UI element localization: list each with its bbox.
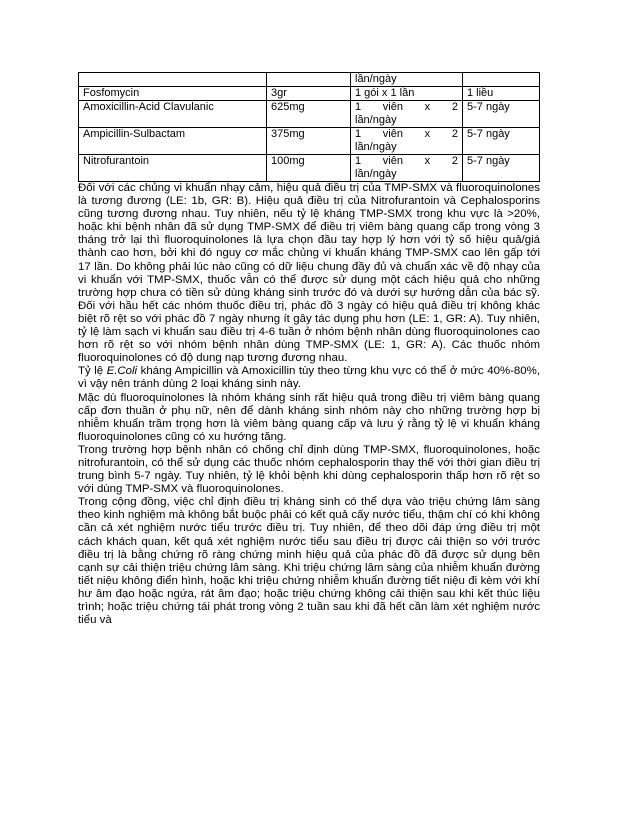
paragraph-treatment-efficacy: Đối với các chủng vi khuẩn nhạy cảm, hiệu quả điều trị của TMP-SMX và fluoroquinolones là tương đương (LE: 1b, GR: B). Hiệu quả điều trị của Nitrofurantoin và Cephalosporins cũng tương đương nhau. Tuy nhiên, nếu tỷ lệ kháng TMP-SMX trong khu vực là >20%, hoặc khi bệnh nhân đã sử dụng TMP-SMX để điều trị viêm bàng quang cấp trong vòng 3 tháng trở lại thì fluoroquinolones là lựa chọn đầu tay hợp lý hơn với tỷ số hiệu quả/giá thành cao hơn, bởi khi đó nguy cơ mắc chủng vi khuẩn kháng TMP-SMX cao lên gấp tới 17 lần. Do không phải lúc nào cũng có dữ liệu chung đầy đủ và chuẩn xác về độ nhạy của vi khuẩn với TMP-SMX, thuốc vẫn có thể được sử dụng một cách hiệu quả cho những trường hợp chưa có tiền sử dùng kháng sinh trước đó và dưới sự hướng dẫn của bác sỹ. Đối với hầu hết các nhóm thuốc điều trị, phác đồ 3 ngày có hiệu quả điều trị không khác biệt rõ rệt so với phác đồ 7 ngày nhưng ít gây tác dụng phụ hơn (LE: 1, GR: A). Tuy nhiên, tỷ lệ làm sạch vi khuẩn sau điều trị 4-6 tuần ở nhóm bệnh nhân dùng fluoroquinolones cao hơn rõ rệt so với nhóm bệnh nhân dùng TMP-SMX (LE: 1, GR: A). Các thuốc nhóm fluoroquinolones có độ dung nạp tương đương nhau. (78, 182, 540, 365)
drug-name-cell: Nitrofurantoin (79, 155, 267, 182)
paragraph-community-treatment: Trong cộng đồng, việc chỉ định điều trị kháng sinh có thể dựa vào triệu chứng lâm sàng theo kinh nghiệm mà không bắt buộc phải có kết quả cấy nước tiểu, thậm chí có khi không cần cả xét nghiệm nước tiểu trước điều trị. Tuy nhiên, để theo dõi đáp ứng điều trị một cách khách quan, kết quả xét nghiệm nước tiểu sau điều trị được cải thiện so với trước điều trị là bằng chứng rõ ràng chứng minh hiệu quả của phác đồ đã được sử dụng bên cạnh sự cải thiện triệu chứng lâm sàng. Khi triệu chứng lâm sàng của nhiễm khuẩn đường tiết niệu không điển hình, hoặc khi triệu chứng nhiễm khuẩn đường tiết niệu đi kèm với khí hư âm đạo hoặc ngứa, rát âm đạo; hoặc triệu chứng không cải thiện sau khi kết thúc liệu trình; hoặc triệu chứng tái phát trong vòng 2 tuần sau khi đã hết cần làm xét nghiệm nước tiểu và (78, 496, 540, 627)
dose-cell (351, 73, 463, 87)
table-row (79, 87, 540, 101)
duration-cell: 5-7 ngày (463, 101, 540, 128)
strength-cell: 100mg (267, 155, 351, 182)
duration-cell (463, 73, 540, 87)
dose-text-cont: lần/ngày (355, 168, 397, 180)
dose-cell (351, 128, 463, 155)
drug-name-cell: Fosfomycin (79, 87, 267, 101)
dose-text: 1 viên x 2 (355, 128, 458, 140)
table-row (79, 73, 540, 87)
text-run: Tỷ lệ (78, 365, 107, 378)
dose-text-cont: lần/ngày (355, 114, 397, 126)
drug-name-cell: Amoxicillin-Acid Clavulanic (79, 101, 267, 128)
drug-name-cell: Ampicillin-Sulbactam (79, 128, 267, 155)
dose-cell (351, 155, 463, 182)
antibiotic-dosage-table (78, 72, 540, 182)
strength-cell: 625mg (267, 101, 351, 128)
paragraph-fluoroquinolones: Mặc dù fluoroquinolones là nhóm kháng sinh rất hiệu quả trong điều trị viêm bàng quang cấp đơn thuần ở phụ nữ, nên để dành kháng sinh nhóm này cho những trường hợp bị nhiễm khuẩn trầm trọng hơn là viêm bàng quang cấp và lưu ý rằng tỷ lệ vi khuẩn kháng fluoroquinolones cũng có xu hướng tăng. (78, 391, 540, 443)
document-page (78, 72, 540, 627)
duration-cell: 5-7 ngày (463, 155, 540, 182)
drug-name-cell (79, 73, 267, 87)
strength-cell: 375mg (267, 128, 351, 155)
dose-text: lần/ngày (355, 73, 397, 85)
paragraph-ecoli-resistance (78, 365, 540, 391)
strength-cell: 3gr (267, 87, 351, 101)
dose-text-cont: lần/ngày (355, 141, 397, 153)
strength-cell (267, 73, 351, 87)
dose-text: 1 gói x 1 lần (355, 87, 415, 99)
duration-cell: 5-7 ngày (463, 128, 540, 155)
body-text (78, 182, 540, 627)
duration-cell: 1 liều (463, 87, 540, 101)
text-run: kháng Ampicillin và Amoxicillin tùy theo từng khu vực có thể ở mức 40%-80%, vì vậy nên tránh dùng 2 loại kháng sinh này. (78, 365, 540, 391)
table-row (79, 155, 540, 182)
table-row (79, 128, 540, 155)
organism-name: E.Coli (106, 365, 138, 378)
dose-cell (351, 101, 463, 128)
table-row (79, 101, 540, 128)
dose-cell (351, 87, 463, 101)
paragraph-contraindication: Trong trường hợp bệnh nhân có chống chỉ định dùng TMP-SMX, fluoroquinolones, hoặc nitrofurantoin, có thể sử dụng các thuốc nhóm cephalosporin thay thế với thời gian điều trị trung bình 5-7 ngày. Tuy nhiên, tỷ lệ khỏi bệnh khi dùng cephalosporin thấp hơn rõ rệt so với dùng TMP-SMX và fluoroquinolones. (78, 443, 540, 496)
dose-text: 1 viên x 2 (355, 155, 458, 167)
dose-text: 1 viên x 2 (355, 101, 458, 113)
